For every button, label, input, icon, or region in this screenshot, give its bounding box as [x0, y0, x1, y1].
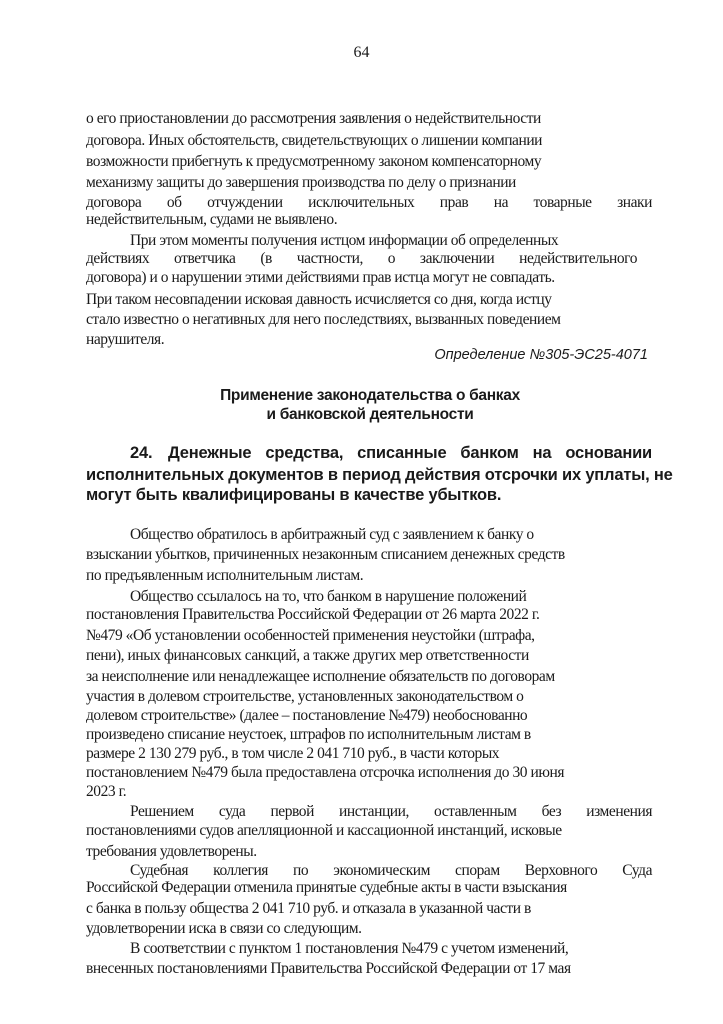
text-line: Общество обратилось в арбитражный суд с заявлением к банку о — [130, 526, 534, 543]
item-number: 24. — [130, 444, 153, 462]
section-heading-line1: Применение законодательства о банках — [220, 387, 520, 404]
text-line: размере 2 130 279 руб., в том числе 2 041 710 руб., в части которых — [86, 745, 500, 762]
text-line: В соответствии с пунктом 1 постановления №479 с учетом изменений, — [130, 940, 569, 957]
text-line: 2023 г. — [86, 783, 127, 800]
text-line: внесенных постановлениями Правительства Российской Федерации от 17 мая — [86, 960, 571, 977]
text-line: Решением суда первой инстанции, оставленным без изменения — [130, 803, 652, 820]
text-line: Судебная коллегия по экономическим спорам Верховного Суда — [130, 862, 652, 879]
text-line: Российской Федерации отменила принятые судебные акты в части взыскания — [86, 879, 567, 896]
text-line: постановлениями судов апелляционной и кассационной инстанций, исковые — [86, 822, 562, 839]
section-heading-line2: и банковской деятельности — [266, 406, 474, 423]
text-line: постановлением №479 была предоставлена отсрочка исполнения до 30 июня — [86, 764, 565, 781]
text-line: требования удовлетворены. — [86, 843, 257, 860]
ruling-reference: Определение №305-ЭС25-4071 — [434, 347, 648, 363]
text-line: пени), иных финансовых санкций, а также других мер ответственности — [86, 647, 529, 664]
text-line: Общество ссылалось на то, что банком в нарушение положений — [130, 588, 527, 605]
item-heading-line: исполнительных документов в период действия отсрочки их уплаты, не — [86, 466, 673, 484]
text-line: нарушителя. — [86, 331, 165, 348]
text-line: долевом строительстве» (далее – постановление №479) необоснованно — [86, 707, 528, 724]
text-line: механизму защиты до завершения производства по делу о признании — [86, 174, 516, 191]
text-line: удовлетворении иска в связи со следующим. — [86, 920, 362, 937]
text-line: При этом моменты получения истцом информации об определенных — [130, 232, 559, 249]
text-line: за неисполнение или ненадлежащее исполнение обязательств по договорам — [86, 668, 555, 685]
text-line: действиях ответчика (в частности, о заключении недействительного — [86, 250, 637, 267]
text-line: по предъявленным исполнительным листам. — [86, 567, 364, 584]
text-line: взыскании убытков, причиненных незаконным списанием денежных средств — [86, 546, 565, 563]
text-line: участия в долевом строительстве, установленных законодательством о — [86, 688, 524, 705]
text-line: стало известно о негативных для него последствиях, вызванных поведением — [86, 311, 561, 328]
item-heading-line: могут быть квалифицированы в качестве убытков. — [86, 486, 502, 504]
text-line: №479 «Об установлении особенностей применения неустойки (штрафа, — [86, 627, 535, 644]
text-line: недействительным, судами не выявлено. — [86, 211, 338, 228]
text-line: При таком несовпадении исковая давность исчисляется со дня, когда истцу — [86, 291, 552, 308]
text-line: постановления Правительства Российской Федерации от 26 марта 2022 г. — [86, 606, 540, 623]
page-number: 64 — [353, 44, 370, 61]
text-line: договора) и о нарушении этими действиями прав истца могут не совпадать. — [86, 269, 555, 286]
text-line: возможности прибегнуть к предусмотренному законом компенсаторному — [86, 153, 542, 170]
text-line: договора об отчуждении исключительных прав на товарные знаки — [86, 194, 652, 211]
text-line: произведено списание неустоек, штрафов по исполнительным листам в — [86, 726, 531, 743]
text-line: с банка в пользу общества 2 041 710 руб. и отказала в указанной части в — [86, 900, 531, 917]
text-line: договора. Иных обстоятельств, свидетельствующих о лишении компании — [86, 132, 543, 149]
item-heading-line: Денежные средства, списанные банком на основании — [168, 444, 652, 462]
text-line: о его приостановлении до рассмотрения заявления о недействительности — [86, 110, 541, 127]
